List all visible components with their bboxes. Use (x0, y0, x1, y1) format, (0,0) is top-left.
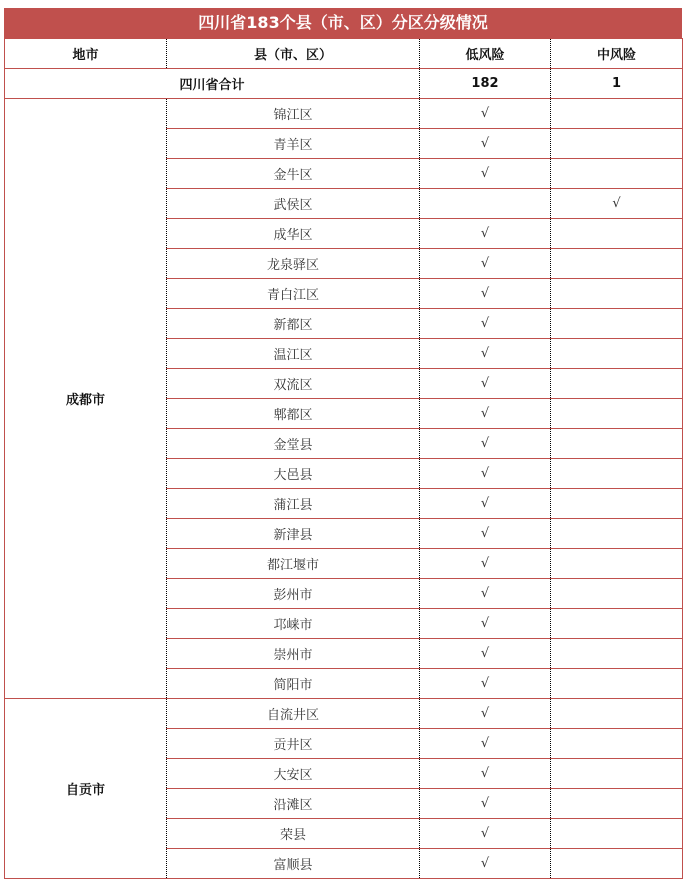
medium-risk-cell (551, 309, 683, 339)
county-name: 新都区 (167, 309, 420, 339)
medium-risk-cell (551, 639, 683, 669)
low-risk-cell: √ (420, 339, 551, 369)
medium-risk-cell (551, 459, 683, 489)
low-risk-cell: √ (420, 789, 551, 819)
risk-table (4, 38, 683, 879)
medium-risk-cell (551, 249, 683, 279)
low-risk-cell: √ (420, 819, 551, 849)
low-risk-cell: √ (420, 759, 551, 789)
table-title: 四川省183个县（市、区）分区分级情况 (4, 8, 682, 38)
table-row (5, 99, 683, 129)
low-risk-cell: √ (420, 849, 551, 879)
county-name: 成华区 (167, 219, 420, 249)
total-medium: 1 (551, 69, 683, 99)
county-name: 金堂县 (167, 429, 420, 459)
total-low: 182 (420, 69, 551, 99)
county-name: 自流井区 (167, 699, 420, 729)
county-name: 邛崃市 (167, 609, 420, 639)
county-name: 简阳市 (167, 669, 420, 699)
low-risk-cell: √ (420, 579, 551, 609)
low-risk-cell: √ (420, 309, 551, 339)
county-name: 温江区 (167, 339, 420, 369)
county-name: 双流区 (167, 369, 420, 399)
medium-risk-cell (551, 129, 683, 159)
low-risk-cell: √ (420, 369, 551, 399)
low-risk-cell: √ (420, 429, 551, 459)
county-name: 龙泉驿区 (167, 249, 420, 279)
header-county: 县（市、区） (167, 39, 420, 69)
county-name: 锦江区 (167, 99, 420, 129)
low-risk-cell: √ (420, 639, 551, 669)
risk-table-container (4, 8, 682, 879)
county-name: 郫都区 (167, 399, 420, 429)
medium-risk-cell (551, 549, 683, 579)
county-name: 贡井区 (167, 729, 420, 759)
medium-risk-cell: √ (551, 189, 683, 219)
county-name: 大邑县 (167, 459, 420, 489)
medium-risk-cell (551, 339, 683, 369)
county-name: 青羊区 (167, 129, 420, 159)
county-name: 大安区 (167, 759, 420, 789)
low-risk-cell: √ (420, 549, 551, 579)
medium-risk-cell (551, 699, 683, 729)
medium-risk-cell (551, 759, 683, 789)
county-name: 青白江区 (167, 279, 420, 309)
medium-risk-cell (551, 789, 683, 819)
low-risk-cell: √ (420, 609, 551, 639)
low-risk-cell: √ (420, 399, 551, 429)
county-name: 蒲江县 (167, 489, 420, 519)
medium-risk-cell (551, 399, 683, 429)
medium-risk-cell (551, 609, 683, 639)
medium-risk-cell (551, 669, 683, 699)
low-risk-cell: √ (420, 459, 551, 489)
medium-risk-cell (551, 519, 683, 549)
medium-risk-cell (551, 489, 683, 519)
low-risk-cell: √ (420, 489, 551, 519)
header-low-risk: 低风险 (420, 39, 551, 69)
low-risk-cell: √ (420, 699, 551, 729)
total-label: 四川省合计 (5, 69, 420, 99)
county-name: 新津县 (167, 519, 420, 549)
low-risk-cell: √ (420, 219, 551, 249)
county-name: 武侯区 (167, 189, 420, 219)
county-name: 都江堰市 (167, 549, 420, 579)
low-risk-cell: √ (420, 519, 551, 549)
header-medium-risk: 中风险 (551, 39, 683, 69)
city-cell: 自贡市 (5, 699, 167, 879)
medium-risk-cell (551, 429, 683, 459)
county-name: 荣县 (167, 819, 420, 849)
medium-risk-cell (551, 159, 683, 189)
table-row (5, 699, 683, 729)
header-city: 地市 (5, 39, 167, 69)
low-risk-cell: √ (420, 729, 551, 759)
low-risk-cell: √ (420, 279, 551, 309)
medium-risk-cell (551, 819, 683, 849)
medium-risk-cell (551, 579, 683, 609)
county-name: 沿滩区 (167, 789, 420, 819)
medium-risk-cell (551, 99, 683, 129)
county-name: 彭州市 (167, 579, 420, 609)
header-row (5, 39, 683, 69)
low-risk-cell: √ (420, 159, 551, 189)
low-risk-cell: √ (420, 249, 551, 279)
medium-risk-cell (551, 729, 683, 759)
county-name: 崇州市 (167, 639, 420, 669)
city-cell: 成都市 (5, 99, 167, 699)
medium-risk-cell (551, 279, 683, 309)
medium-risk-cell (551, 849, 683, 879)
low-risk-cell: √ (420, 669, 551, 699)
low-risk-cell: √ (420, 129, 551, 159)
low-risk-cell: √ (420, 99, 551, 129)
low-risk-cell (420, 189, 551, 219)
medium-risk-cell (551, 369, 683, 399)
medium-risk-cell (551, 219, 683, 249)
total-row (5, 69, 683, 99)
county-name: 富顺县 (167, 849, 420, 879)
county-name: 金牛区 (167, 159, 420, 189)
